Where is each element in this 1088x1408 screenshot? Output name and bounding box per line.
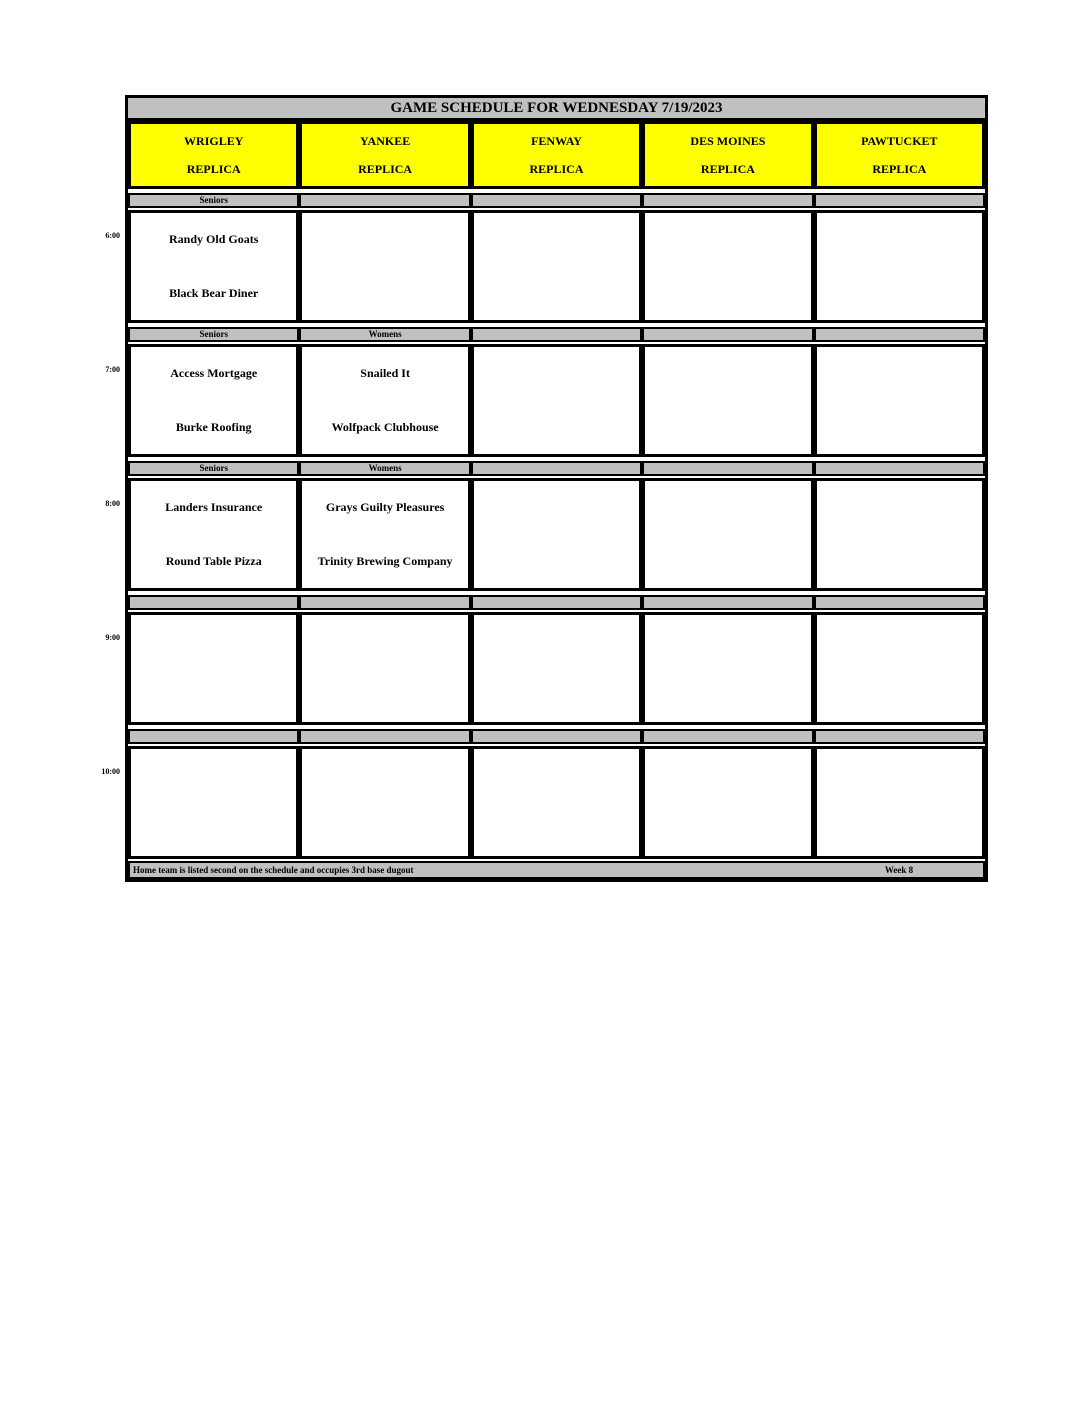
field-type: REPLICA bbox=[872, 161, 927, 176]
away-team: Landers Insurance bbox=[165, 500, 263, 515]
schedule-title: GAME SCHEDULE FOR WEDNESDAY 7/19/2023 bbox=[128, 98, 985, 121]
field-header-yankee bbox=[299, 121, 470, 189]
field-type: REPLICA bbox=[700, 161, 755, 176]
game-row-800 bbox=[128, 478, 985, 591]
division-label: Seniors bbox=[128, 193, 299, 208]
game-cell bbox=[128, 210, 299, 323]
division-label bbox=[299, 595, 470, 610]
division-label bbox=[814, 595, 985, 610]
home-team: Trinity Brewing Company bbox=[317, 553, 453, 568]
division-label bbox=[642, 461, 813, 476]
division-label: Seniors bbox=[128, 461, 299, 476]
home-team: Burke Roofing bbox=[175, 419, 252, 434]
division-row-900 bbox=[128, 595, 985, 610]
away-team: Randy Old Goats bbox=[169, 232, 259, 247]
game-cell bbox=[128, 612, 299, 725]
game-cell bbox=[471, 210, 642, 323]
division-label: Seniors bbox=[128, 327, 299, 342]
game-cell bbox=[642, 746, 813, 859]
game-row-900 bbox=[128, 612, 985, 725]
game-cell bbox=[471, 478, 642, 591]
home-team-note: Home team is listed second on the schedule and occupies 3rd base dugout bbox=[133, 865, 414, 875]
schedule-table bbox=[125, 95, 988, 882]
field-name: PAWTUCKET bbox=[861, 133, 938, 148]
division-label: Womens bbox=[299, 461, 470, 476]
game-cell bbox=[299, 612, 470, 725]
division-label bbox=[128, 595, 299, 610]
footer-row bbox=[128, 861, 985, 879]
field-header-fenway bbox=[471, 121, 642, 189]
away-team: Grays Guilty Pleasures bbox=[325, 500, 445, 515]
time-label-600: 6:00 bbox=[105, 231, 120, 240]
field-name: FENWAY bbox=[531, 133, 582, 148]
game-cell bbox=[814, 746, 985, 859]
game-cell bbox=[299, 746, 470, 859]
field-name: DES MOINES bbox=[690, 133, 766, 148]
division-row-800 bbox=[128, 461, 985, 476]
game-cell bbox=[128, 478, 299, 591]
division-label bbox=[128, 729, 299, 744]
game-cell bbox=[299, 344, 470, 457]
game-cell bbox=[471, 612, 642, 725]
field-name: YANKEE bbox=[359, 133, 411, 148]
away-team: Snailed It bbox=[360, 366, 410, 381]
game-cell bbox=[299, 210, 470, 323]
division-label: Womens bbox=[299, 327, 470, 342]
week-label: Week 8 bbox=[884, 865, 914, 875]
game-row-600 bbox=[128, 210, 985, 323]
division-label bbox=[814, 729, 985, 744]
game-cell bbox=[642, 478, 813, 591]
field-header-pawtucket bbox=[814, 121, 985, 189]
game-cell bbox=[471, 344, 642, 457]
time-label-700: 7:00 bbox=[105, 365, 120, 374]
game-cell bbox=[642, 210, 813, 323]
division-label bbox=[471, 595, 642, 610]
division-row-1000 bbox=[128, 729, 985, 744]
game-cell bbox=[814, 210, 985, 323]
division-label bbox=[814, 461, 985, 476]
division-label bbox=[814, 327, 985, 342]
game-cell bbox=[814, 612, 985, 725]
division-label bbox=[471, 461, 642, 476]
time-label-1000: 10:00 bbox=[101, 767, 120, 776]
game-row-700 bbox=[128, 344, 985, 457]
division-label bbox=[642, 327, 813, 342]
division-label bbox=[642, 193, 813, 208]
game-cell bbox=[814, 344, 985, 457]
field-header-wrigley bbox=[128, 121, 299, 189]
division-label bbox=[471, 327, 642, 342]
division-label bbox=[299, 193, 470, 208]
game-cell bbox=[814, 478, 985, 591]
game-cell bbox=[128, 746, 299, 859]
division-label bbox=[642, 595, 813, 610]
home-team: Black Bear Diner bbox=[169, 285, 259, 300]
division-row-700 bbox=[128, 327, 985, 342]
field-name: WRIGLEY bbox=[184, 133, 244, 148]
time-label-900: 9:00 bbox=[105, 633, 120, 642]
game-row-1000 bbox=[128, 746, 985, 859]
division-label bbox=[814, 193, 985, 208]
game-cell bbox=[642, 344, 813, 457]
field-header-row bbox=[128, 121, 985, 189]
division-label bbox=[471, 729, 642, 744]
field-type: REPLICA bbox=[358, 161, 413, 176]
game-cell bbox=[128, 344, 299, 457]
away-team: Access Mortgage bbox=[170, 366, 258, 381]
division-label bbox=[299, 729, 470, 744]
game-cell bbox=[299, 478, 470, 591]
home-team: Round Table Pizza bbox=[165, 553, 262, 568]
game-cell bbox=[471, 746, 642, 859]
division-label bbox=[471, 193, 642, 208]
time-label-800: 8:00 bbox=[105, 499, 120, 508]
home-team: Wolfpack Clubhouse bbox=[331, 419, 439, 434]
field-type: REPLICA bbox=[186, 161, 241, 176]
field-type: REPLICA bbox=[529, 161, 584, 176]
division-row-600 bbox=[128, 193, 985, 208]
game-cell bbox=[642, 612, 813, 725]
field-header-des-moines bbox=[642, 121, 813, 189]
division-label bbox=[642, 729, 813, 744]
